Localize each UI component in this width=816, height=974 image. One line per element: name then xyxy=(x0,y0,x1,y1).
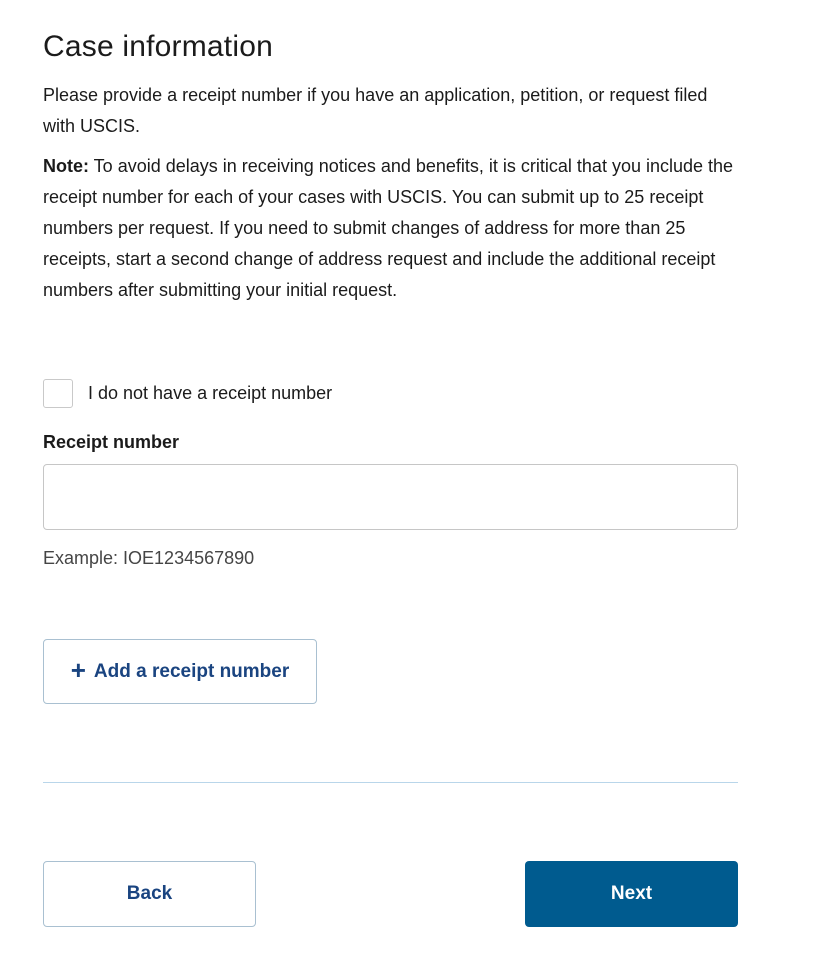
note-body: To avoid delays in receiving notices and benefits, it is critical that you include the receipt number for each of your cases with USCIS. You can submit up to 25 receipt numbers per request. If you need to submit changes of address for more than 25 receipts, start a second change of address request and include the additional receipt numbers after submitting your initial request. xyxy=(43,156,734,300)
no-receipt-checkbox-row[interactable] xyxy=(43,378,332,409)
receipt-number-label: Receipt number xyxy=(43,432,180,452)
section-divider xyxy=(43,782,738,783)
receipt-number-input[interactable] xyxy=(43,464,738,530)
note-text xyxy=(43,151,743,306)
back-button[interactable]: Back xyxy=(43,861,256,927)
plus-icon: + xyxy=(70,655,86,685)
receipt-number-hint: Example: IOE1234567890 xyxy=(43,548,255,568)
add-receipt-number-button[interactable] xyxy=(43,639,317,704)
next-button[interactable]: Next xyxy=(525,861,738,927)
add-receipt-number-label: Add a receipt number xyxy=(93,660,290,682)
page-title: Case information xyxy=(43,30,273,63)
no-receipt-checkbox[interactable] xyxy=(43,379,73,408)
note-label: Note: xyxy=(43,156,89,176)
intro-text: Please provide a receipt number if you have an application, petition, or request filed with USCIS. xyxy=(43,85,708,136)
no-receipt-checkbox-label[interactable]: I do not have a receipt number xyxy=(88,383,333,403)
